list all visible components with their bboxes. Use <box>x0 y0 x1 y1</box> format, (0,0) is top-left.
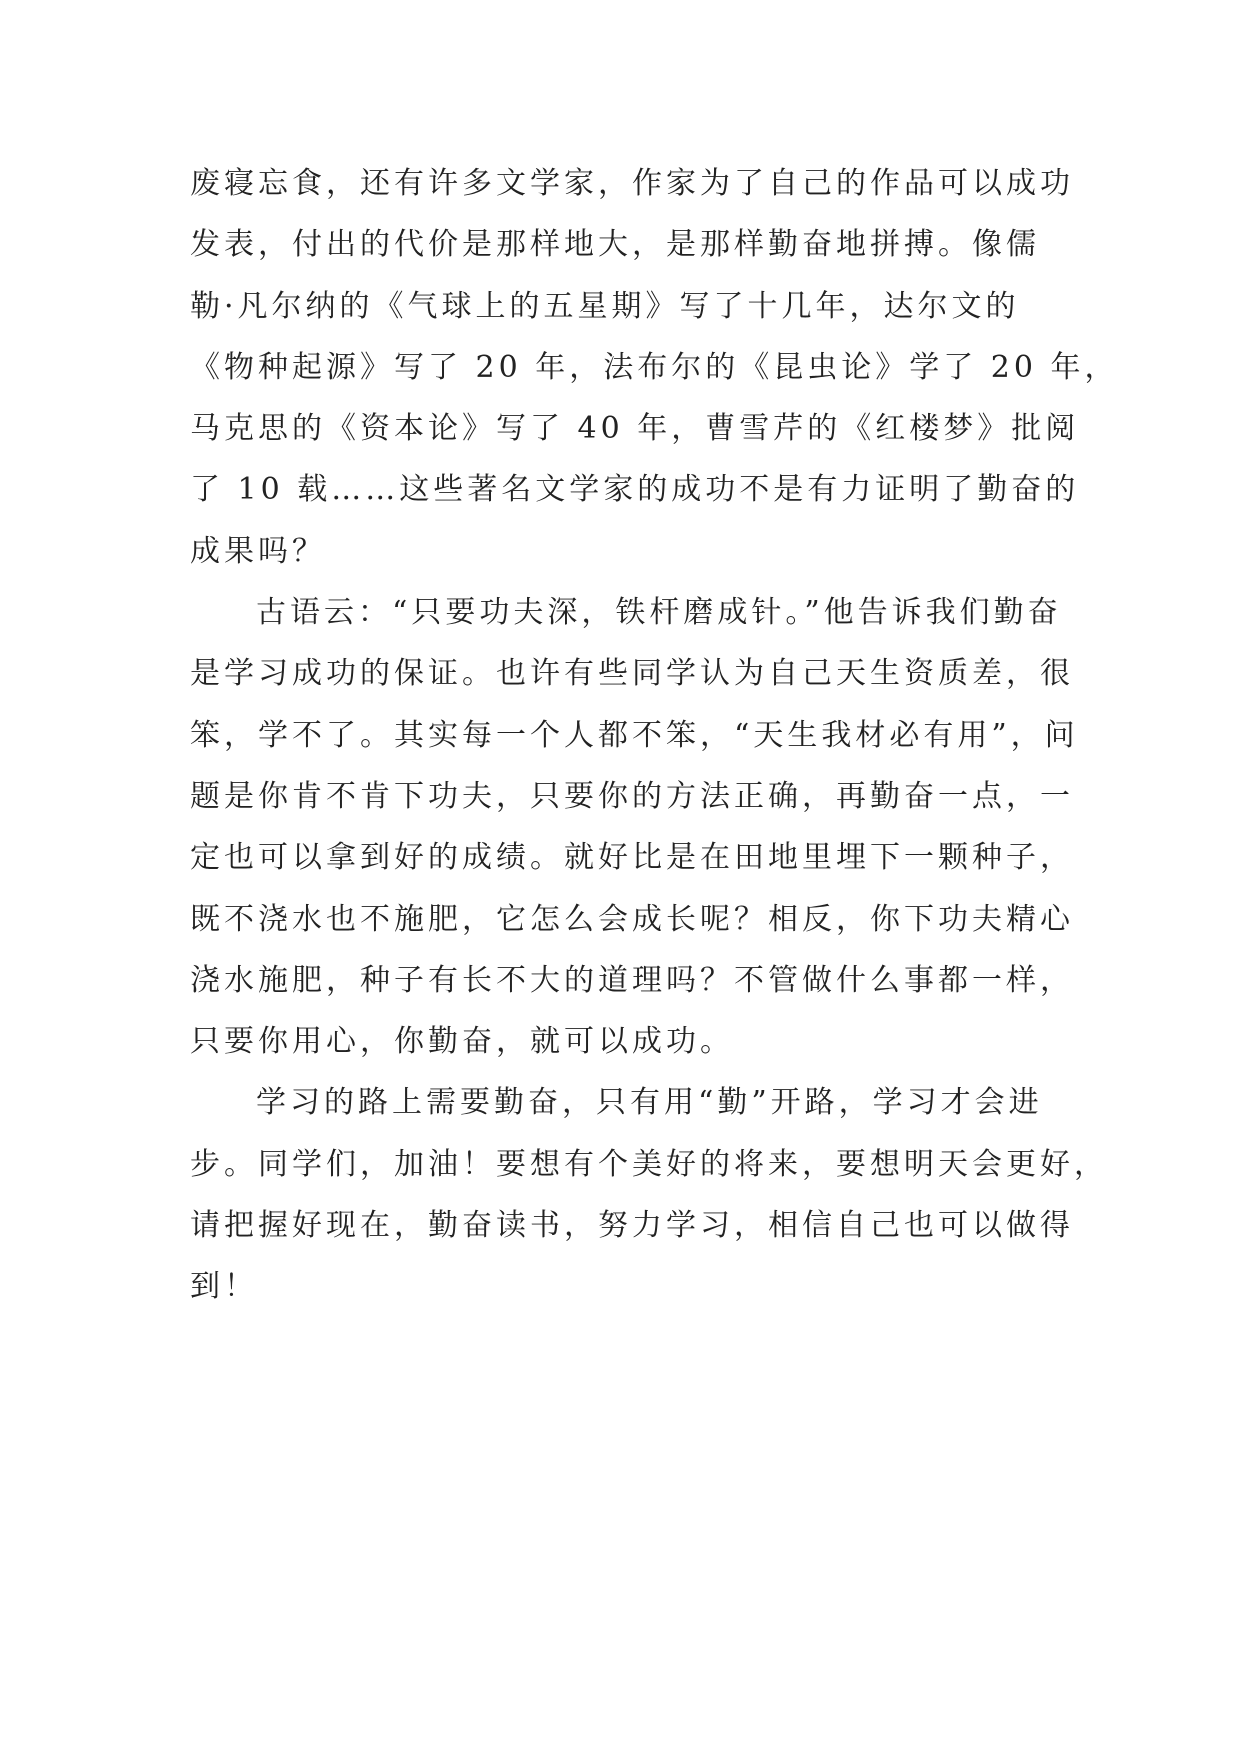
text-line: 废寝忘食，还有许多文学家，作家为了自己的作品可以成功 <box>190 166 1074 201</box>
text-line: 勒·凡尔纳的《气球上的五星期》写了十几年，达尔文的 <box>190 288 1020 324</box>
text-line: 到！ <box>190 1269 258 1305</box>
paragraph-first-line: 古语云：“只要功夫深，铁杆磨成针。”他告诉我们勤奋 <box>256 595 1062 631</box>
text-line: 是学习成功的保证。也许有些同学认为自己天生资质差，很 <box>190 656 1074 692</box>
text-line: 请把握好现在，勤奋读书，努力学习，相信自己也可以做得 <box>190 1208 1074 1244</box>
text-line: 马克思的《资本论》写了 40 年，曹雪芹的《红楼梦》批阅 <box>190 411 1080 447</box>
text-line: 浇水施肥，种子有长不大的道理吗？不管做什么事都一样， <box>190 962 1074 998</box>
text-line: 成果吗？ <box>190 533 326 569</box>
text-line: 只要你用心，你勤奋，就可以成功。 <box>190 1024 734 1060</box>
text-line: 发表，付出的代价是那样地大，是那样勤奋地拼搏。像儒 <box>190 227 1040 263</box>
text-line: 笨，学不了。其实每一个人都不笨，“天生我材必有用”，问 <box>190 717 1079 753</box>
text-line: 步。同学们，加油！要想有个美好的将来，要想明天会更好， <box>190 1146 1108 1182</box>
text-line: 定也可以拿到好的成绩。就好比是在田地里埋下一颗种子， <box>190 840 1074 876</box>
text-line: 既不浇水也不施肥，它怎么会成长呢？相反，你下功夫精心 <box>190 901 1074 937</box>
text-line: 《物种起源》写了 20 年，法布尔的《昆虫论》学了 20 年， <box>190 349 1119 385</box>
paragraph-first-line: 学习的路上需要勤奋，只有用“勤”开路，学习才会进 <box>256 1085 1043 1121</box>
body-text <box>190 153 1119 1318</box>
text-line: 题是你肯不肯下功夫，只要你的方法正确，再勤奋一点，一 <box>190 778 1074 814</box>
text-line: 了 10 载……这些著名文学家的成功不是有力证明了勤奋的 <box>190 472 1080 508</box>
